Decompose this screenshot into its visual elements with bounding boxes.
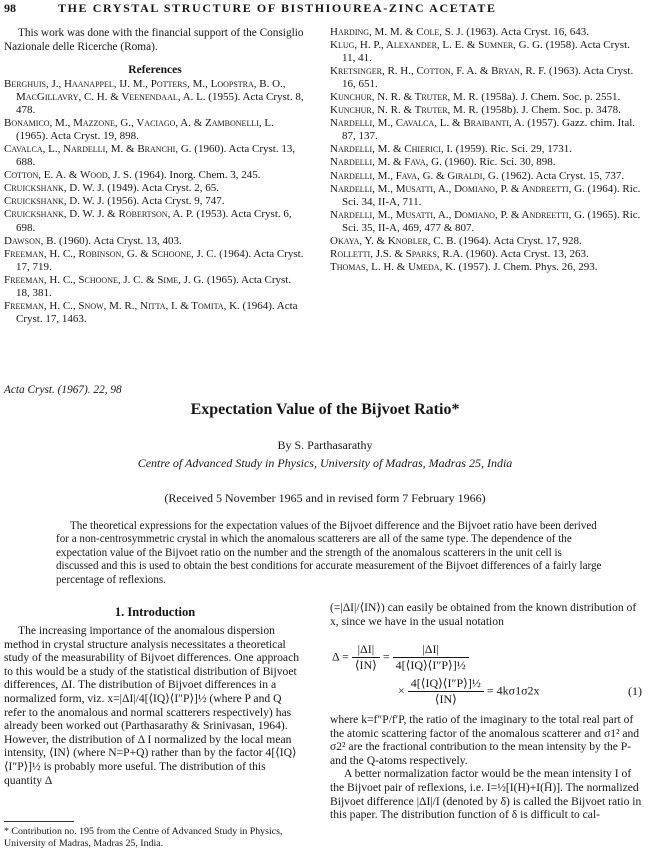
article-affiliation: Centre of Advanced Study in Physics, University of Madras, Madras 25, India (137, 456, 513, 470)
reference-authors: Rolletti, J.S. & Sparks, R.A. (330, 247, 464, 260)
reference-authors: Okaya, Y. & Knobler, C. B. (330, 234, 457, 247)
reference-source: (1957). J. Chem. Phys. 26, 293. (458, 260, 598, 273)
reference-source: (1965). Acta Cryst. 18, 381. (16, 273, 292, 299)
reference-source: (1963). Acta Cryst. 16, 651. (342, 65, 634, 91)
reference-item (330, 117, 644, 143)
reference-source: (1956). Acta Cryst. 9, 747. (107, 195, 225, 208)
equation-lhs: Δ = (332, 649, 352, 664)
reference-source: (1959). Ric. Sci. 29, 1731. (455, 143, 572, 156)
reference-source: (1958a). J. Chem. Soc. p. 2551. (481, 91, 621, 104)
footnote: * Contribution no. 195 from the Centre of Advanced Study in Physics, University of Madras, Madras 25, India. (4, 826, 283, 849)
abstract (56, 520, 602, 587)
reference-authors: Harding, M. M. & Cole, S. J. (330, 26, 464, 38)
reference-item (330, 39, 644, 65)
reference-source: (1949). Acta Cryst. 2, 65. (107, 182, 220, 195)
reference-authors: Freeman, H. C., Schoone, J. C. & Sime, J. G. (4, 273, 205, 286)
reference-item (330, 65, 644, 91)
equation-fraction-1: $\frac{|\Delta I|}{⟨IN⟩}$ (352, 642, 380, 673)
received-date: (Received 5 November 1965 and in revised form 7 February 1966) (164, 491, 486, 505)
references-heading: References (128, 64, 182, 76)
reference-item (330, 209, 644, 235)
reference-source: (1962). Acta Cryst. 15, 737. (501, 169, 625, 182)
reference-item (4, 195, 306, 208)
right-column-top: (=|ΔI|/⟨IN⟩) can easily be obtained from the known distribution of x, since we have in the usual notation (330, 601, 637, 628)
reference-item (4, 169, 306, 182)
reference-item (4, 248, 306, 274)
reference-item (4, 208, 306, 234)
intro-paragraph: The increasing importance of the anomalous dispersion method in crystal structure analysis necessitates a theoretical study of the measurability of Bijvoet differences. One approach to this would be a study of the statistical distribution of Bijvoet differences, ΔI. The distribution of Bijvoet differences in a normalized form, viz. x=|ΔI|/4[⟨IQ⟩⟨I″P⟩]½ (where P and Q refer to the anomalous and normal scatterers respectively) has already been worked out (Parthasarathy & Srinivasan, 1964). However, the distribution of Δ I normalized by the local mean intensity, ⟨IN⟩ (where N=P+Q) rather than by the factor 4[⟨IQ⟩⟨I″P⟩]½ is probably more useful. The distribution of this quantity Δ (4, 624, 300, 787)
reference-item (330, 104, 644, 117)
reference-item (330, 91, 644, 104)
reference-authors: Cruickshank, D. W. J. (4, 182, 105, 195)
reference-item (4, 78, 306, 117)
reference-item (330, 261, 644, 274)
reference-source: (1964). Acta Cryst. 17, 719. (16, 247, 304, 273)
reference-source: (1960). Ric. Sci. 30, 898. (444, 156, 556, 169)
reference-item (4, 300, 306, 326)
reference-authors: Bonamico, M., Mazzone, G., Vaciago, A. & Zambonelli, L. (4, 117, 274, 130)
reference-source: (1953). Acta Cryst. 6, 698. (16, 208, 292, 234)
page-number: 98 (4, 1, 16, 15)
reference-item (4, 143, 306, 169)
equation-fraction-3: $\frac{\text{4[⟨IQ⟩⟨I″P⟩]½}}{⟨IN⟩}$ (408, 676, 484, 707)
section-heading: 1. Introduction (114, 605, 196, 619)
reference-item (330, 143, 644, 156)
reference-authors: Kunchur, N. R. & Truter, M. R. (330, 104, 479, 117)
acknowledgment: This work was done with the financial support of the Consiglio Nazionale delle Ricerche (Roma). (4, 27, 304, 53)
reference-authors: Kretsinger, R. H., Cotton, F. A. & Bryan, R. F. (330, 65, 547, 78)
references-right-column (330, 26, 644, 274)
reference-authors: Dawson, B. (4, 234, 57, 247)
reference-authors: Nardelli, M., Musatti, A., Domiano, P. & Andreetti, G. (330, 208, 585, 221)
reference-authors: Nardelli, M. & Fava, G. (330, 156, 442, 169)
reference-source: (1960). Acta Cryst. 13, 403. (58, 234, 182, 247)
footnote-separator (4, 821, 74, 822)
reference-authors: Nardelli, M. & Chierici, I. (330, 143, 453, 156)
reference-item (4, 235, 306, 248)
reference-item (330, 170, 644, 183)
reference-item (330, 26, 644, 39)
reference-authors: Nardelli, M., Musatti, A., Domiano, P. & Andreetti, G. (330, 182, 585, 195)
article-title: Expectation Value of the Bijvoet Ratio* (190, 401, 460, 418)
reference-source: (1960). Acta Cryst. 13, 263. (465, 247, 589, 260)
reference-source: (1958b). J. Chem. Soc. p. 3478. (481, 104, 621, 117)
reference-authors: Nardelli, M., Fava, G. & Giraldi, G. (330, 169, 499, 182)
reference-item (330, 248, 644, 261)
reference-item (4, 274, 306, 300)
reference-authors: Cruickshank, D. W. J. & Robertson, A. P. (4, 208, 194, 221)
reference-source: (1965). Ric. Sci. 35, II-A, 469, 477 & 807. (342, 208, 641, 234)
right-column-bottom: where k=f″P/f′P, the ratio of the imaginary to the total real part of the atomic scattering factor of the anomalous scatterer and σ1² and σ2² are the fractional contribution to the mean intensity by the P- and the Q-atoms respectively. A better normalization factor would be the mean intensity I of the Bijvoet pair of reflexions, i.e. I=½[I(H)+I(H̄)]. The normalized Bijvoet difference |ΔI|/I (denoted by δ) is called the Bijvoet ratio in this paper. The distribution function of δ is difficult to cal- (330, 713, 642, 822)
reference-source: (1955). Acta Cryst. 8, 478. (16, 91, 304, 117)
references-left-column (4, 78, 306, 326)
reference-item (330, 235, 644, 248)
reference-authors: Freeman, H. C., Robinson, G. & Schoone, J. C. (4, 247, 217, 260)
reference-authors: Kunchur, N. R. & Truter, M. R. (330, 91, 479, 104)
equation-rhs: = 4kσ1σ2x (486, 683, 540, 698)
reference-source: (1964). Acta Cryst. 17, 928. (458, 234, 582, 247)
reference-source: (1958). Acta Cryst. 11, 41. (342, 39, 630, 65)
equation-number: (1) (628, 684, 642, 698)
reference-source: (1960). Acta Cryst. 13, 688. (16, 143, 296, 169)
reference-source: (1957). Gazz. chim. Ital. 87, 137. (342, 117, 636, 143)
reference-authors: Nardelli, M., Cavalca, L. & Braibanti, A. (330, 117, 525, 130)
running-title: THE CRYSTAL STRUCTURE OF BISTHIOUREA-ZINC ACETATE (58, 1, 497, 15)
reference-source: (1964). Inorg. Chem. 3, 245. (134, 169, 261, 182)
reference-source: (1965). Acta Cryst. 19, 898. (16, 130, 139, 143)
reference-authors: Berghuis, J., Haanappel, IJ. M., Potters, M., Loopstra, B. O., MacGillavry, C. H. & Veenendaal, A. L. (4, 78, 286, 104)
reference-item (330, 183, 644, 209)
reference-source: (1963). Acta Cryst. 16, 643. (466, 26, 590, 38)
reference-authors: Freeman, H. C., Snow, M. R., Nitta, I. & Tomita, K. (4, 299, 240, 312)
reference-source: (1964). Ric. Sci. 34, II-A, 711. (342, 182, 641, 208)
abstract-text: The theoretical expressions for the expectation values of the Bijvoet difference and the Bijvoet ratio have been derived for a non-centrosymmetric crystal in which the anomalous scatterers are all of the same type. The dependence of the expectation value of the Bijvoet ratio on the number and the strength of the anomalous scatterers in the unit cell is discussed and this is used to obtain the best conditions for accurate measurement of the Bijvoet differences of a fairly large percentage of reflexions. (56, 520, 602, 586)
reference-authors: Cotton, E. A. & Wood, J. S. (4, 169, 132, 182)
reference-item (4, 182, 306, 195)
reference-authors: Cruickshank, D. W. J. (4, 195, 105, 208)
reference-item (4, 117, 306, 143)
reference-authors: Cavalca, L., Nardelli, M. & Branchi, G. (4, 143, 192, 156)
reference-authors: Thomas, L. H. & Umeda, K. (330, 260, 456, 273)
reference-item (330, 156, 644, 169)
equation-fraction-2: $\frac{|\Delta I|}{\text{4[⟨IQ⟩⟨I″P⟩]½}}$ (393, 642, 469, 673)
reference-authors: Klug, H. P., Alexander, L. E. & Sumner, G. G. (330, 39, 543, 52)
article-author: By S. Parthasarathy (277, 438, 373, 452)
reference-source: (1964). Acta Cryst. 17, 1463. (16, 299, 298, 325)
article-citation: Acta Cryst. (1967). 22, 98 (4, 384, 122, 396)
equation-1: Δ = $\frac{|\Delta I|}{⟨IN⟩}$ = $\frac{|\Delta I|}{\text{4[⟨IQ⟩⟨I″P⟩]½}}$ × $\frac{\text{4[⟨IQ⟩⟨I″P⟩]½}}{⟨IN⟩}$ = 4kσ1σ2x (1) (332, 642, 642, 706)
